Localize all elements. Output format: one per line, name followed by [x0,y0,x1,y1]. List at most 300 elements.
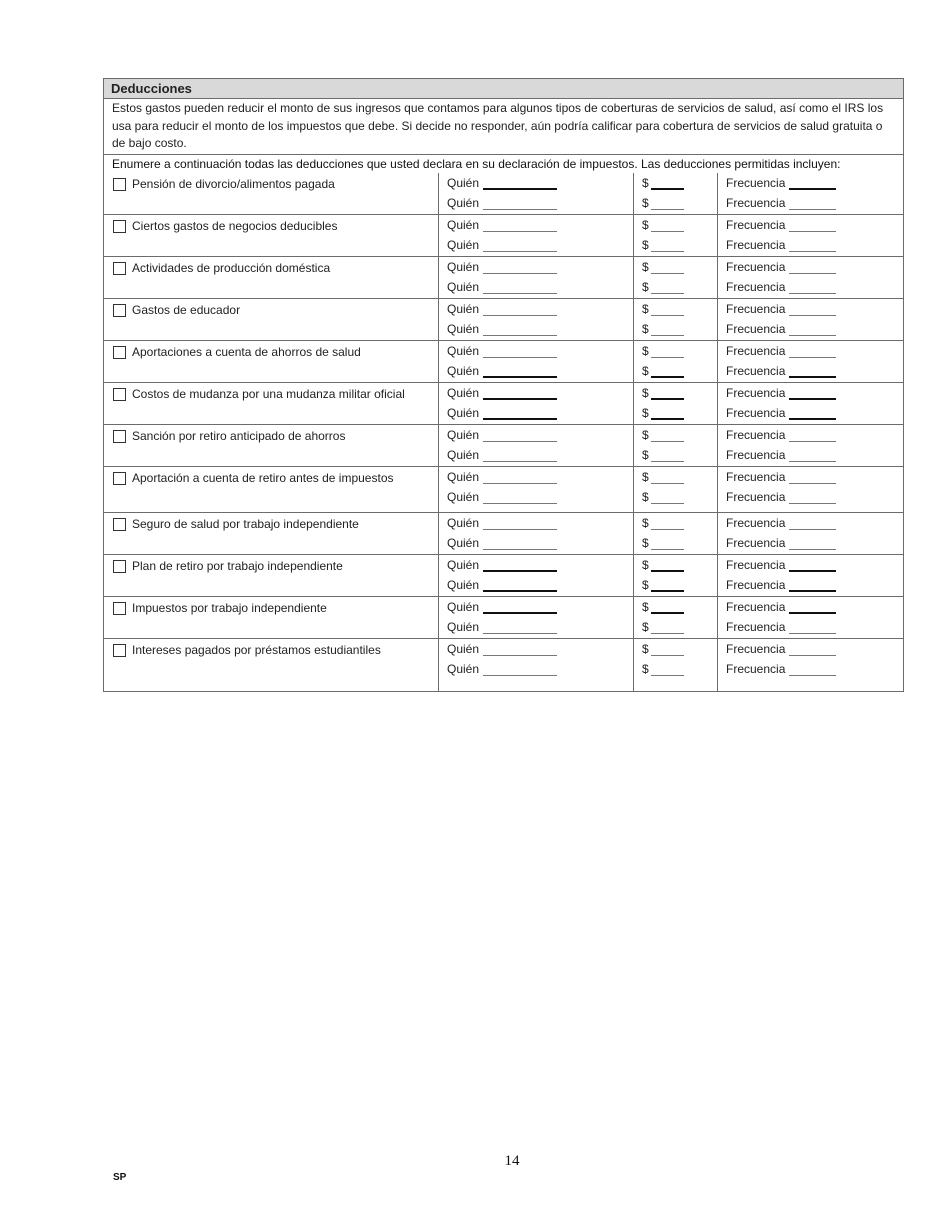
amount-field [642,487,717,507]
who-cell [439,341,634,382]
frequency-field [726,533,903,553]
frequency-label: Frecuencia [726,558,786,572]
amount-cell [634,639,718,691]
amount-field [642,235,717,255]
amount-input[interactable] [651,219,684,232]
who-field [447,403,633,423]
deduction-row [104,382,903,424]
amount-input[interactable] [651,579,684,592]
deductions-table [104,173,903,691]
deduction-label-cell [104,639,439,691]
frequency-label: Frecuencia [726,386,786,400]
deduction-label: Impuestos por trabajo independiente [132,601,327,615]
amount-cell [634,299,718,340]
amount-input[interactable] [651,643,684,656]
deduction-row [104,554,903,596]
amount-input[interactable] [651,387,684,400]
who-input[interactable] [483,559,557,572]
deduction-label-cell [104,597,439,638]
who-input[interactable] [483,197,557,210]
frequency-cell [718,555,903,596]
frequency-input[interactable] [789,559,836,572]
dollar-label: $ [642,578,649,592]
who-label: Quién [447,470,480,484]
frequency-label: Frecuencia [726,600,786,614]
dollar-label: $ [642,196,649,210]
who-cell [439,597,634,638]
frequency-input[interactable] [789,177,836,190]
who-cell [439,639,634,691]
dollar-label: $ [642,238,649,252]
dollar-label: $ [642,516,649,530]
deduction-label: Plan de retiro por trabajo independiente [132,559,343,573]
amount-cell [634,173,718,214]
frequency-input[interactable] [789,579,836,592]
who-input[interactable] [483,281,557,294]
deduction-label-cell [104,173,439,214]
who-label: Quién [447,218,480,232]
frequency-label: Frecuencia [726,516,786,530]
who-label: Quién [447,558,480,572]
deduction-label-cell [104,467,439,512]
frequency-input[interactable] [789,407,836,420]
who-field [447,487,633,507]
who-label: Quién [447,406,480,420]
who-cell [439,513,634,554]
amount-cell [634,215,718,256]
frequency-field [726,639,903,659]
who-field [447,467,633,487]
dollar-label: $ [642,280,649,294]
frequency-input[interactable] [789,517,836,530]
frequency-cell [718,299,903,340]
who-field [447,575,633,595]
deduction-row [104,466,903,512]
frequency-cell [718,215,903,256]
dollar-label: $ [642,302,649,316]
frequency-label: Frecuencia [726,238,786,252]
amount-field [642,257,717,277]
amount-input[interactable] [651,239,684,252]
deduction-row [104,214,903,256]
who-field [447,361,633,381]
frequency-field [726,257,903,277]
dollar-label: $ [642,386,649,400]
amount-field [642,533,717,553]
deduction-row [104,424,903,466]
frequency-input[interactable] [789,663,836,676]
frequency-label: Frecuencia [726,470,786,484]
deduction-row [104,638,903,691]
frequency-field [726,383,903,403]
frequency-input[interactable] [789,365,836,378]
amount-input[interactable] [651,365,684,378]
who-input[interactable] [483,219,557,232]
deduction-label: Actividades de producción doméstica [132,261,331,275]
frequency-input[interactable] [789,345,836,358]
who-input[interactable] [483,491,557,504]
amount-input[interactable] [651,449,684,462]
deduction-row [104,596,903,638]
deduction-label-cell [104,425,439,466]
who-label: Quién [447,490,480,504]
dollar-label: $ [642,344,649,358]
frequency-field [726,215,903,235]
who-input[interactable] [483,517,557,530]
frequency-input[interactable] [789,323,836,336]
amount-field [642,555,717,575]
amount-input[interactable] [651,601,684,614]
deduction-checkbox[interactable] [113,304,126,317]
amount-input[interactable] [651,303,684,316]
dollar-label: $ [642,558,649,572]
dollar-label: $ [642,662,649,676]
who-input[interactable] [483,323,557,336]
frequency-input[interactable] [789,449,836,462]
dollar-label: $ [642,490,649,504]
amount-input[interactable] [651,621,684,634]
section-intro: Estos gastos pueden reducir el monto de sus ingresos que contamos para algunos tipos de coberturas de servicios de salud, así como el IRS los usa para reducir el monto de los impuestos que debe. Si decide no responder, aún podría calificar para cobertura de servicios de salud gratuita o de bajo costo. [104,99,903,155]
amount-cell [634,341,718,382]
frequency-label: Frecuencia [726,280,786,294]
who-input[interactable] [483,239,557,252]
amount-input[interactable] [651,323,684,336]
frequency-label: Frecuencia [726,428,786,442]
deduction-label: Gastos de educador [132,303,241,317]
frequency-cell [718,341,903,382]
deduction-label: Intereses pagados por préstamos estudiantiles [132,643,381,657]
deduction-label: Sanción por retiro anticipado de ahorros [132,429,346,443]
frequency-input[interactable] [789,261,836,274]
amount-field [642,299,717,319]
who-label: Quién [447,642,480,656]
deduction-checkbox[interactable] [113,644,126,657]
amount-field [642,617,717,637]
who-input[interactable] [483,177,557,190]
deduction-checkbox[interactable] [113,602,126,615]
amount-input[interactable] [651,537,684,550]
amount-field [642,215,717,235]
frequency-field [726,467,903,487]
frequency-cell [718,425,903,466]
deduction-label-cell [104,215,439,256]
frequency-label: Frecuencia [726,260,786,274]
amount-input[interactable] [651,429,684,442]
dollar-label: $ [642,406,649,420]
who-cell [439,555,634,596]
deduction-checkbox[interactable] [113,560,126,573]
frequency-input[interactable] [789,281,836,294]
amount-cell [634,383,718,424]
who-field [447,193,633,213]
who-label: Quién [447,344,480,358]
list-instruction: Enumere a continuación todas las deducciones que usted declara en su declaración de impuestos. Las deducciones permitidas incluyen: [112,157,841,171]
deduction-checkbox[interactable] [113,518,126,531]
deduction-label: Seguro de salud por trabajo independiente [132,517,359,531]
deduction-row [104,512,903,554]
dollar-label: $ [642,600,649,614]
frequency-input[interactable] [789,239,836,252]
amount-field [642,659,717,679]
amount-input[interactable] [651,559,684,572]
frequency-field [726,597,903,617]
who-label: Quién [447,448,480,462]
frequency-label: Frecuencia [726,642,786,656]
amount-input[interactable] [651,197,684,210]
dollar-label: $ [642,322,649,336]
frequency-label: Frecuencia [726,620,786,634]
frequency-field [726,555,903,575]
dollar-label: $ [642,364,649,378]
amount-cell [634,257,718,298]
who-label: Quién [447,620,480,634]
who-cell [439,425,634,466]
deduction-label: Aportación a cuenta de retiro antes de impuestos [132,471,394,485]
frequency-input[interactable] [789,601,836,614]
deduction-label-cell [104,555,439,596]
who-label: Quién [447,578,480,592]
amount-field [642,383,717,403]
who-input[interactable] [483,621,557,634]
frequency-field [726,193,903,213]
frequency-field [726,445,903,465]
frequency-label: Frecuencia [726,578,786,592]
who-input[interactable] [483,537,557,550]
deductions-form [103,78,904,692]
frequency-input[interactable] [789,621,836,634]
who-field [447,617,633,637]
amount-cell [634,467,718,512]
who-input[interactable] [483,643,557,656]
who-field [447,445,633,465]
who-cell [439,215,634,256]
amount-cell [634,597,718,638]
dollar-label: $ [642,260,649,274]
amount-input[interactable] [651,281,684,294]
who-label: Quién [447,302,480,316]
who-cell [439,257,634,298]
who-field [447,597,633,617]
frequency-label: Frecuencia [726,536,786,550]
amount-field [642,361,717,381]
who-cell [439,383,634,424]
deduction-checkbox[interactable] [113,430,126,443]
dollar-label: $ [642,470,649,484]
who-label: Quién [447,516,480,530]
who-input[interactable] [483,407,557,420]
frequency-input[interactable] [789,197,836,210]
amount-input[interactable] [651,177,684,190]
frequency-label: Frecuencia [726,490,786,504]
frequency-cell [718,513,903,554]
amount-input[interactable] [651,471,684,484]
dollar-label: $ [642,620,649,634]
who-field [447,341,633,361]
deduction-row [104,298,903,340]
amount-input[interactable] [651,407,684,420]
frequency-field [726,575,903,595]
frequency-input[interactable] [789,537,836,550]
who-field [447,533,633,553]
amount-field [642,403,717,423]
amount-field [642,445,717,465]
who-field [447,383,633,403]
deduction-label-cell [104,341,439,382]
who-field [447,555,633,575]
amount-field [642,173,717,193]
who-input[interactable] [483,601,557,614]
who-label: Quién [447,322,480,336]
frequency-field [726,277,903,297]
who-field [447,425,633,445]
dollar-label: $ [642,642,649,656]
who-field [447,639,633,659]
who-input[interactable] [483,345,557,358]
amount-field [642,575,717,595]
frequency-input[interactable] [789,471,836,484]
who-field [447,257,633,277]
frequency-field [726,487,903,507]
frequency-label: Frecuencia [726,218,786,232]
who-input[interactable] [483,663,557,676]
who-input[interactable] [483,365,557,378]
who-label: Quién [447,260,480,274]
amount-field [642,319,717,339]
frequency-field [726,659,903,679]
frequency-field [726,361,903,381]
frequency-label: Frecuencia [726,322,786,336]
amount-input[interactable] [651,261,684,274]
dollar-label: $ [642,536,649,550]
who-label: Quién [447,662,480,676]
deduction-checkbox[interactable] [113,262,126,275]
frequency-input[interactable] [789,219,836,232]
deduction-checkbox[interactable] [113,178,126,191]
who-field [447,215,633,235]
deduction-checkbox[interactable] [113,472,126,485]
who-field [447,513,633,533]
who-label: Quién [447,238,480,252]
who-input[interactable] [483,471,557,484]
deduction-label: Costos de mudanza por una mudanza militar oficial [132,387,405,401]
frequency-field [726,425,903,445]
frequency-label: Frecuencia [726,406,786,420]
frequency-field [726,617,903,637]
amount-field [642,639,717,659]
frequency-field [726,341,903,361]
deduction-row [104,173,903,214]
frequency-cell [718,383,903,424]
deduction-label: Ciertos gastos de negocios deducibles [132,219,338,233]
who-input[interactable] [483,261,557,274]
section-title: Deducciones [104,79,903,99]
frequency-field [726,235,903,255]
form-code: SP [113,1172,127,1183]
frequency-label: Frecuencia [726,364,786,378]
deduction-label-cell [104,299,439,340]
deduction-checkbox[interactable] [113,388,126,401]
who-field [447,659,633,679]
who-cell [439,299,634,340]
who-input[interactable] [483,579,557,592]
amount-field [642,597,717,617]
frequency-cell [718,173,903,214]
frequency-field [726,299,903,319]
amount-cell [634,555,718,596]
deduction-label-cell [104,383,439,424]
deduction-label-cell [104,257,439,298]
frequency-label: Frecuencia [726,176,786,190]
who-label: Quién [447,536,480,550]
amount-field [642,467,717,487]
who-cell [439,467,634,512]
who-field [447,173,633,193]
who-field [447,299,633,319]
frequency-field [726,173,903,193]
amount-field [642,341,717,361]
who-input[interactable] [483,429,557,442]
who-input[interactable] [483,449,557,462]
amount-input[interactable] [651,491,684,504]
frequency-input[interactable] [789,491,836,504]
frequency-field [726,513,903,533]
dollar-label: $ [642,176,649,190]
frequency-input[interactable] [789,387,836,400]
deduction-row [104,340,903,382]
frequency-label: Frecuencia [726,448,786,462]
who-field [447,319,633,339]
amount-input[interactable] [651,663,684,676]
deduction-checkbox[interactable] [113,346,126,359]
who-cell [439,173,634,214]
amount-cell [634,513,718,554]
frequency-label: Frecuencia [726,196,786,210]
amount-field [642,425,717,445]
amount-input[interactable] [651,345,684,358]
frequency-input[interactable] [789,643,836,656]
deduction-checkbox[interactable] [113,220,126,233]
dollar-label: $ [642,218,649,232]
who-field [447,235,633,255]
frequency-cell [718,257,903,298]
frequency-input[interactable] [789,429,836,442]
deduction-label: Pensión de divorcio/alimentos pagada [132,177,335,191]
amount-field [642,193,717,213]
who-label: Quién [447,600,480,614]
who-input[interactable] [483,387,557,400]
frequency-label: Frecuencia [726,344,786,358]
dollar-label: $ [642,448,649,462]
amount-input[interactable] [651,517,684,530]
page-number: 14 [504,1153,520,1169]
frequency-label: Frecuencia [726,302,786,316]
frequency-label: Frecuencia [726,662,786,676]
frequency-input[interactable] [789,303,836,316]
frequency-field [726,319,903,339]
frequency-cell [718,467,903,512]
who-label: Quién [447,280,480,294]
who-label: Quién [447,386,480,400]
deduction-label-cell [104,513,439,554]
deduction-row [104,256,903,298]
frequency-cell [718,597,903,638]
amount-cell [634,425,718,466]
frequency-field [726,403,903,423]
who-field [447,277,633,297]
who-input[interactable] [483,303,557,316]
amount-field [642,513,717,533]
deduction-label: Aportaciones a cuenta de ahorros de salud [132,345,361,359]
